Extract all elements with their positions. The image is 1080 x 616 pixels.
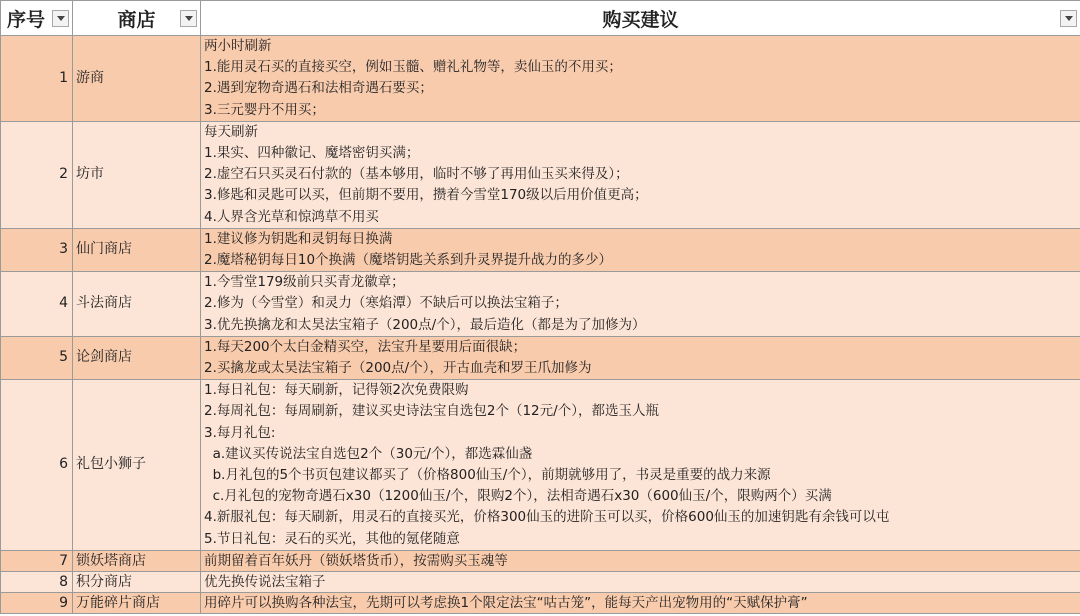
header-row — [1, 1, 1080, 36]
cell-num[interactable]: 7 — [1, 550, 73, 571]
advice-line: 2.魔塔秘钥每日10个换满（魔塔钥匙关系到升灵界提升战力的多少） — [204, 252, 613, 269]
cell-shop[interactable]: 斗法商店 — [73, 272, 201, 337]
advice-line: 2.每周礼包：每周刷新，建议买史诗法宝自选包2个（12元/个），都选玉人瓶 — [204, 403, 659, 420]
cell-num[interactable]: 2 — [1, 121, 73, 228]
table-row — [1, 336, 1080, 379]
cell-advice[interactable] — [201, 272, 1080, 337]
cell-advice[interactable] — [201, 36, 1080, 122]
advice-line: 用碎片可以换购各种法宝，先期可以考虑换1个限定法宝“咕古笼”，能每天产出宠物用的“天赋保护膏” — [204, 594, 808, 611]
chevron-down-icon — [1065, 16, 1073, 21]
cell-shop[interactable]: 锁妖塔商店 — [73, 550, 201, 571]
advice-line: 2.修为（今雪堂）和灵力（寒焰潭）不缺后可以换法宝箱子； — [204, 295, 568, 312]
advice-line: 优先换传说法宝箱子 — [204, 573, 326, 590]
advice-line: 3.修匙和灵匙可以买，但前期不要用，攒着今雪堂170级以后用价值更高； — [204, 187, 648, 204]
cell-advice[interactable] — [201, 550, 1080, 571]
advice-line: 1.今雪堂179级前只买青龙徽章； — [204, 274, 405, 291]
table-row — [1, 272, 1080, 337]
column-header-shop[interactable] — [73, 1, 201, 36]
advice-line: 3.三元婴丹不用买； — [204, 101, 325, 118]
cell-num[interactable]: 1 — [1, 36, 73, 122]
cell-shop[interactable]: 游商 — [73, 36, 201, 122]
advice-line: 3.每月礼包: — [204, 424, 276, 441]
advice-line: 1.能用灵石买的直接买空，例如玉髓、赠礼礼物等，卖仙玉的不用买； — [204, 59, 622, 76]
header-shop-label: 商店 — [117, 8, 156, 31]
table-row — [1, 380, 1080, 551]
advice-line: 1.每日礼包：每天刷新，记得领2次免费限购 — [204, 382, 469, 399]
advice-line: c.月礼包的宠物奇遇石x30（1200仙玉/个，限购2个），法相奇遇石x30（600仙玉/个，限购两个）买满 — [204, 488, 832, 505]
table-body — [1, 36, 1080, 614]
filter-dropdown-num[interactable] — [52, 10, 69, 27]
advice-line: 两小时刷新 — [204, 38, 272, 54]
advice-line: 5.节日礼包：灵石的买光，其他的氪佬随意 — [204, 530, 460, 547]
cell-num[interactable]: 5 — [1, 336, 73, 379]
advice-line: 1.每天200个太白金精买空，法宝升星要用后面很缺； — [204, 338, 527, 355]
advice-line: 3.优先换擒龙和太昊法宝箱子（200点/个），最后造化（都是为了加修为） — [204, 316, 646, 333]
header-num-label: 序号 — [7, 8, 46, 31]
advice-line: a.建议买传说法宝自选包2个（30元/个），都选霖仙盏 — [204, 445, 533, 462]
filter-dropdown-advice[interactable] — [1060, 10, 1077, 27]
advice-line: 2.买擒龙或太昊法宝箱子（200点/个），开古血壳和罗王爪加修为 — [204, 360, 592, 377]
chevron-down-icon — [57, 16, 65, 21]
cell-advice[interactable] — [201, 336, 1080, 379]
cell-shop[interactable]: 积分商店 — [73, 571, 201, 592]
chevron-down-icon — [185, 16, 193, 21]
cell-shop[interactable]: 坊市 — [73, 121, 201, 228]
column-header-advice[interactable] — [201, 1, 1080, 36]
cell-advice[interactable] — [201, 121, 1080, 228]
advice-line: 4.人界含光草和惊鸿草不用买 — [204, 208, 379, 225]
table-row — [1, 121, 1080, 228]
advice-line: 4.新服礼包：每天刷新，用灵石的直接买光，价格300仙玉的进阶玉可以买，价格600仙玉的加速钥匙有余钱可以屯 — [204, 509, 890, 526]
column-header-num[interactable] — [1, 1, 73, 36]
cell-advice[interactable] — [201, 571, 1080, 592]
table-row — [1, 571, 1080, 592]
advice-line: 2.虚空石只买灵石付款的（基本够用，临时不够了再用仙玉买来得及）； — [204, 166, 629, 183]
filter-dropdown-shop[interactable] — [180, 10, 197, 27]
table-row — [1, 592, 1080, 613]
cell-advice[interactable] — [201, 228, 1080, 271]
cell-num[interactable]: 3 — [1, 228, 73, 271]
table-row — [1, 36, 1080, 122]
advice-line: b.月礼包的5个书页包建议都买了（价格800仙玉/个），前期就够用了，书灵是重要的战力来源 — [204, 467, 771, 484]
advice-line: 1.果实、四种徽记、魔塔密钥买满； — [204, 145, 420, 162]
table-row — [1, 228, 1080, 271]
cell-shop[interactable]: 论剑商店 — [73, 336, 201, 379]
header-advice-label: 购买建议 — [602, 8, 679, 31]
advice-line: 1.建议修为钥匙和灵钥每日换满 — [204, 230, 393, 247]
cell-shop[interactable]: 仙门商店 — [73, 228, 201, 271]
cell-advice[interactable] — [201, 592, 1080, 613]
cell-num[interactable]: 4 — [1, 272, 73, 337]
advice-line: 前期留着百年妖丹（锁妖塔货币），按需购买玉魂等 — [204, 552, 508, 569]
advice-line: 2.遇到宠物奇遇石和法相奇遇石要买； — [204, 80, 433, 97]
advice-line: 每天刷新 — [204, 123, 258, 140]
table-row — [1, 550, 1080, 571]
cell-shop[interactable]: 万能碎片商店 — [73, 592, 201, 613]
cell-num[interactable]: 6 — [1, 380, 73, 551]
cell-shop[interactable]: 礼包小狮子 — [73, 380, 201, 551]
cell-num[interactable]: 8 — [1, 571, 73, 592]
cell-advice[interactable] — [201, 380, 1080, 551]
cell-num[interactable]: 9 — [1, 592, 73, 613]
